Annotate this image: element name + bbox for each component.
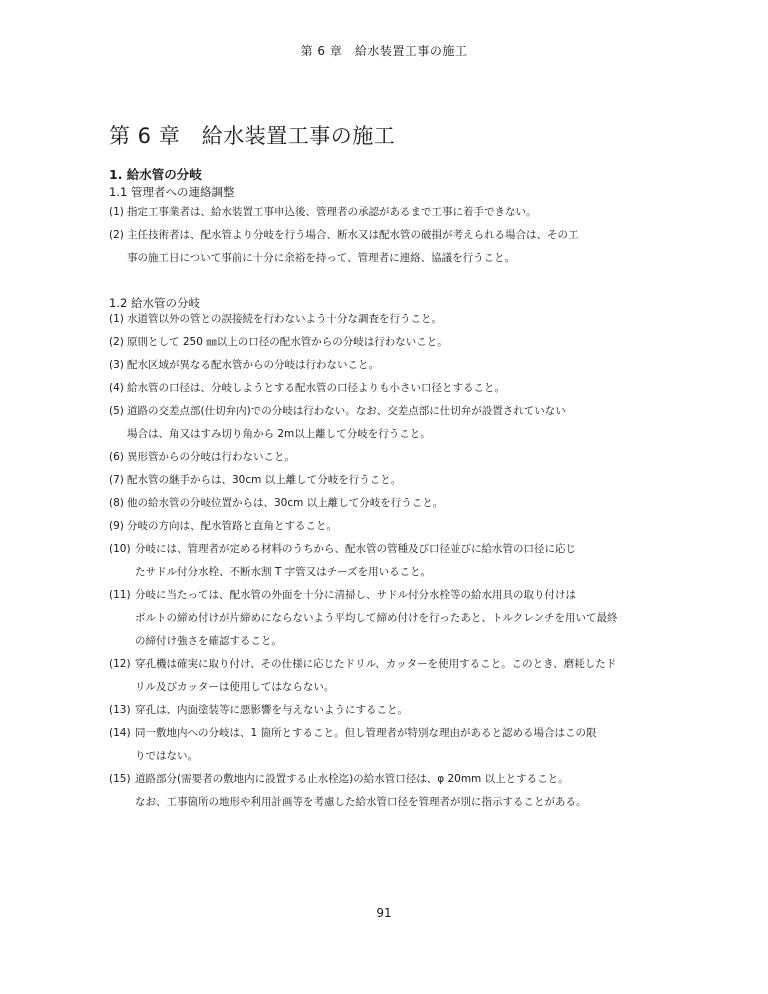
item-number: (6)	[109, 451, 124, 463]
item-text: リル及びカッターは使用してはならない。	[135, 681, 335, 693]
item-text: 分岐には、管理者が定める材料のうちから、配水管の管種及び口径並びに給水管の口径に応じ	[135, 543, 576, 555]
list-item	[109, 400, 669, 423]
note-text: なお、工事箇所の地形や利用計画等を考慮した給水管口径を管理者が別に指示することがある。	[135, 796, 587, 808]
item-number: (14)	[109, 727, 131, 739]
chapter-title: 第 6 章 給水装置工事の施工	[109, 124, 396, 148]
item-number: (8)	[109, 497, 124, 509]
section-1	[109, 165, 669, 183]
item-text: 穿孔機は確実に取り付け、その仕様に応じたドリル、カッターを使用すること。このとき、磨耗したド	[135, 658, 617, 670]
list-item	[109, 768, 669, 791]
item-text: 原則として 250 ㎜以上の口径の配水管からの分岐は行わないこと。	[127, 336, 448, 348]
list-item-continuation	[109, 630, 669, 653]
item-text: 分岐の方向は、配水管路と直角とすること。	[127, 520, 337, 532]
item-text: 水道管以外の管との誤接続を行わないよう十分な調査を行うこと。	[127, 313, 442, 325]
list-item	[109, 354, 669, 377]
subsection-heading: 1.2 給水管の分岐	[109, 296, 200, 310]
item-text: たサドル付分水栓、不断水割 T 字管又はチーズを用いること。	[135, 566, 432, 578]
item-number: (15)	[109, 773, 131, 785]
item-text: 穿孔は、内面塗装等に悪影響を与えないようにすること。	[135, 704, 408, 716]
item-number: (4)	[109, 382, 124, 394]
contact-list	[109, 201, 669, 270]
page-number: 91	[376, 906, 392, 920]
item-text: 他の給水管の分岐位置からは、30cm 以上離して分岐を行うこと。	[127, 497, 444, 509]
item-text: りではない。	[135, 750, 198, 762]
list-item	[109, 584, 669, 607]
list-item	[109, 224, 669, 247]
item-text: 配水区域が異なる配水管からの分岐は行わないこと。	[127, 359, 379, 371]
item-text: 場合は、角又はすみ切り角から 2m以上離して分岐を行うこと。	[127, 428, 431, 440]
list-item	[109, 446, 669, 469]
item-number: (13)	[109, 704, 131, 716]
item-number: (9)	[109, 520, 124, 532]
list-item-continuation	[109, 561, 669, 584]
item-number: (1)	[109, 206, 124, 218]
item-number: (1)	[109, 313, 124, 325]
list-item	[109, 492, 669, 515]
item-number: (12)	[109, 658, 131, 670]
list-item	[109, 201, 669, 224]
list-item	[109, 469, 669, 492]
running-header: 第 6 章 給水装置工事の施工	[300, 44, 468, 58]
subsection-1-1	[109, 184, 669, 200]
list-item	[109, 722, 669, 745]
list-item-continuation	[109, 745, 669, 768]
item-number: (2)	[109, 336, 124, 348]
item-text: 分岐に当たっては、配水管の外面を十分に清掃し、サドル付分水栓等の給水用具の取り付けは	[135, 589, 576, 601]
item-text: 指定工事業者は、給水装置工事申込後、管理者の承認があるまで工事に着手できない。	[127, 206, 537, 218]
list-item	[109, 308, 669, 331]
item-number: (5)	[109, 405, 124, 417]
item-number: (7)	[109, 474, 124, 486]
list-item	[109, 538, 669, 561]
list-item	[109, 377, 669, 400]
list-item	[109, 653, 669, 676]
item-text: 事の施工日について事前に十分に余裕を持って、管理者に連絡、協議を行うこと。	[127, 252, 516, 264]
item-text: 道路の交差点部(仕切弁内)での分岐は行わない。なお、交差点部に仕切弁が設置されていない	[127, 405, 566, 417]
item-text: ボルトの締め付けが片締めにならないよう平均して締め付けを行ったあと、トルクレンチを用いて最終	[135, 612, 618, 624]
list-item	[109, 515, 669, 538]
item-number: (10)	[109, 543, 131, 555]
list-item	[109, 331, 669, 354]
section-heading: 1. 給水管の分岐	[109, 167, 202, 182]
item-text: 道路部分(需要者の敷地内に設置する止水栓迄)の給水管口径は、φ 20mm 以上とすること。	[135, 773, 569, 785]
item-text: 主任技術者は、配水管より分岐を行う場合、断水又は配水管の破損が考えられる場合は、その工	[127, 229, 579, 241]
list-item-continuation	[109, 423, 669, 446]
subsection-heading: 1.1 管理者への連絡調整	[109, 185, 235, 199]
item-number: (11)	[109, 589, 131, 601]
branch-list	[109, 308, 669, 814]
list-item-continuation	[109, 607, 669, 630]
item-number: (2)	[109, 229, 124, 241]
item-text: の締付け強さを確認すること。	[135, 635, 282, 647]
list-item-continuation	[109, 676, 669, 699]
item-number: (3)	[109, 359, 124, 371]
list-item-continuation	[109, 247, 669, 270]
item-text: 異形管からの分岐は行わないこと。	[127, 451, 295, 463]
list-item	[109, 699, 669, 722]
item-text: 同一敷地内への分岐は、1 箇所とすること。但し管理者が特別な理由があると認める場合はこの限	[135, 727, 597, 739]
item-text: 配水管の継手からは、30cm 以上離して分岐を行うこと。	[127, 474, 402, 486]
item-text: 給水管の口径は、分岐しようとする配水管の口径よりも小さい口径とすること。	[127, 382, 505, 394]
